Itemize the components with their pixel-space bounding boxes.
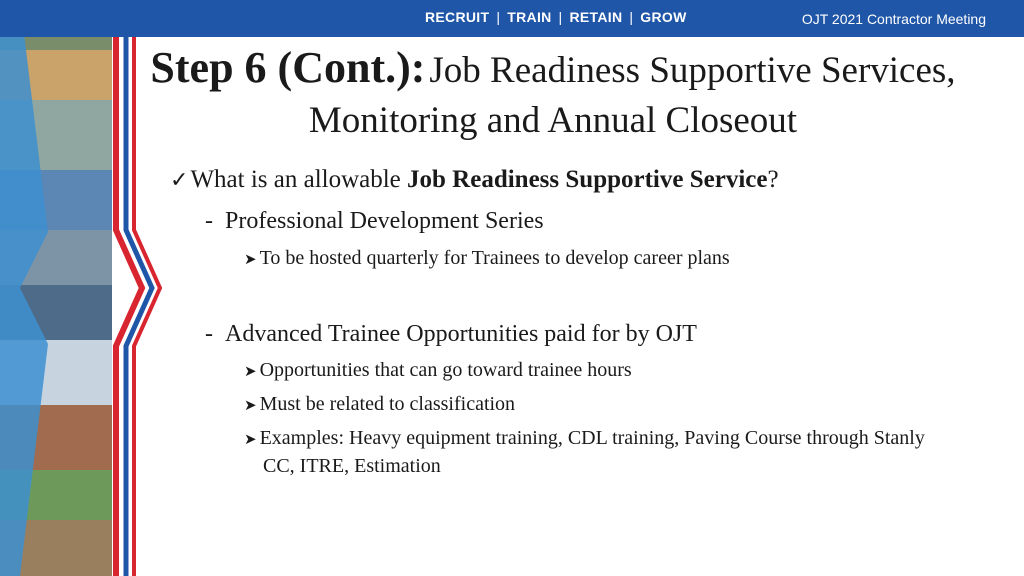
slide-title (108, 43, 998, 142)
question-bold: Job Readiness Supportive Service (407, 166, 768, 193)
dash-bullet-icon: - (205, 208, 213, 234)
tagline-separator: | (558, 9, 563, 25)
section-heading (205, 208, 544, 235)
tagline-separator: | (496, 9, 501, 25)
list-item-text: Must be related to classification (259, 393, 516, 415)
checkmark-icon: ✓ (170, 168, 189, 193)
question-line (170, 166, 779, 194)
list-item (244, 391, 984, 419)
tagline-retain: RETAIN (569, 9, 623, 25)
arrow-bullet-icon: ➤ (244, 430, 257, 448)
meeting-label: OJT 2021 Contractor Meeting (801, 11, 986, 27)
list-item (244, 245, 984, 273)
list-item (244, 425, 984, 480)
section-heading-text: Professional Development Series (225, 208, 544, 234)
question-suffix: ? (767, 166, 779, 193)
tagline-train: TRAIN (507, 9, 552, 25)
tagline-grow: GROW (640, 9, 687, 25)
section-heading-text: Advanced Trainee Opportunities paid for by OJT (225, 321, 697, 347)
dash-bullet-icon: - (205, 321, 213, 347)
list-item-continuation: CC, ITRE, Estimation (263, 455, 441, 477)
title-line1: Job Readiness Supportive Services, (429, 50, 956, 91)
arrow-bullet-icon: ➤ (244, 250, 257, 268)
list-item-text: Examples: Heavy equipment training, CDL training, Paving Course through Stanly (259, 427, 925, 449)
title-step: Step 6 (Cont.): (150, 43, 426, 92)
list-item-text: Opportunities that can go toward trainee hours (259, 359, 632, 381)
list-item (244, 357, 984, 385)
list-item-text: To be hosted quarterly for Trainees to develop career plans (259, 247, 730, 269)
arrow-bullet-icon: ➤ (244, 396, 257, 414)
tagline-separator: | (629, 9, 634, 25)
title-line2: Monitoring and Annual Closeout (308, 100, 798, 141)
arrow-bullet-icon: ➤ (244, 362, 257, 380)
tagline (425, 9, 687, 25)
question-prefix: What is an allowable (190, 166, 408, 193)
tagline-recruit: RECRUIT (425, 9, 490, 25)
section-heading (205, 321, 697, 348)
